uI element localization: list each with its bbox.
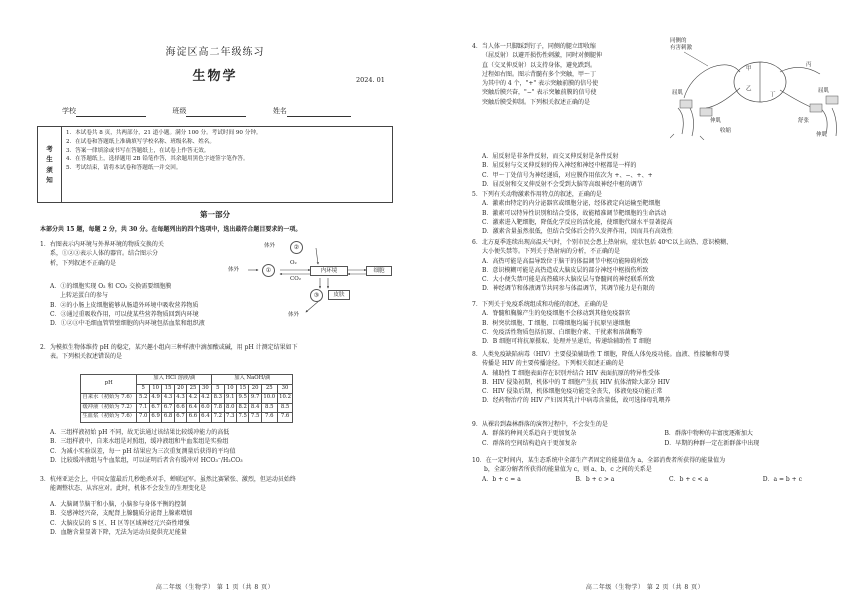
option-a: A．屈反射是非条件反射，而交叉伸反射是条件反射: [482, 153, 619, 160]
option-d: D．血糖含量显著下降，无法为运动员提供充足能量: [50, 528, 187, 536]
option-a: A．脊髓和胸腺产生的免疫细胞不会移动到其他免疫器官: [482, 310, 631, 318]
extensor-left-label: 伸肌: [710, 118, 722, 124]
question-1-options: A．①的细胞实现 O₂ 和 CO₂ 交换需要细胞膜 上转运蛋白的参与 B．②的小肠上皮细胞能够从肠道外环境中吸收营养物质 C．③通过重吸收作用，可以使某些营养物质回到内环境 D．①②③中毛细血管管壁细胞的内环境包括血浆和组织液: [50, 282, 410, 328]
flexor-right-label: 屈肌: [818, 88, 830, 94]
stimulus-label-2: 有害刺激: [670, 45, 693, 51]
option-b: B．三组样液中，自来水组是对照组，缓冲液组和牛血浆组是实验组: [50, 438, 229, 446]
exam-date: 2024. 01: [356, 76, 385, 84]
contract-label: 收缩: [720, 128, 732, 134]
outside-top-label: 体外: [264, 243, 276, 249]
option-b: B．树突状细胞、T 细胞、巨噬细胞均属于抗原呈递细胞: [482, 319, 631, 327]
name-blank: [287, 109, 351, 117]
option-a: A．激素由特定的内分泌器官或细胞分泌，经体液定向运输至靶细胞: [482, 200, 661, 208]
synapse-bing: 丙: [806, 62, 812, 68]
question-1-stem: 1．右图表示内环境与外界环境的物质交换的关 系，①②③表示人体的器官。结合图示分 析，下列叙述不正确的是: [40, 241, 164, 267]
class-blank: [186, 109, 246, 117]
synapse-ding: 丁: [770, 92, 776, 98]
option-b: B．群落中物种的丰富度逐渐加大: [664, 430, 753, 438]
hcl-header: 加入 HCl 溶液/滴: [137, 375, 212, 385]
skin-node: 皮肤: [328, 290, 350, 300]
question-4-options: [482, 152, 842, 189]
ph-results-table: [80, 374, 293, 423]
question-3-options: [50, 500, 410, 537]
option-b: B．屈反射与交叉伸反射的传入神经和神经中枢都是一样的: [482, 162, 637, 170]
question-5: [472, 190, 842, 236]
ph-header: pH: [81, 375, 137, 394]
organ-2-node: ②: [290, 241, 303, 254]
q4-reflex-figure: [670, 38, 846, 140]
notice-item: 2．在试卷和答题纸上准确填写学校名称、班级名称、姓名。: [66, 138, 215, 145]
question-7-stem: 7．下列关于免疫系统组成和功能的叙述，正确的是: [472, 301, 608, 308]
notice-label: 考 生 须 知: [38, 127, 62, 202]
diagram-arrows: [228, 240, 408, 330]
option-d: D．①②③中毛细血管管壁细胞的内环境包括血浆和组织液: [50, 320, 205, 328]
option-c: C．免疫活性物质包括抗原、白细胞介素、干扰素和溶菌酶等: [482, 328, 643, 336]
question-5-stem: 5．下列有关动物激素作用特点的叙述，正确的是: [472, 191, 602, 198]
question-9-stem: 9．从裸岩到森林群落的演替过程中，不会发生的是: [472, 421, 608, 428]
question-7: [472, 300, 842, 346]
question-6: 6．北方夏季连续出现高温天气时，个别市民会患上热射病，症状包括 40℃以上高热、意识模糊、 大小便失禁等。下列关于热射病的分析，不正确的是 A．高热可能是高温导致位于脑干的体温调节中枢功能障碍所致 B．意识模糊可能是高热造成大脑皮层的部分神经中枢损伤所致 C．大小便失禁可能是高热破坏大脑皮层与脊髓间的神经联系所致 D．神经调节和体液调节共同参与体温调节，其调节能力是有限的: [472, 238, 847, 294]
question-10: 10．在一定时间内，某生态系统中全部生产者固定的能量值为 a，全部消费者所获得的能量值为 b，全部分解者所获得的能量值为 c，则 a、b、c 之间的关系是 A．b + c = a B．b + c > a C．b + c < a D．a = b + c: [472, 457, 802, 483]
question-8: 8．人类免疫缺陷病毒（HIV）主要侵染辅助性 T 细胞，降低人体免疫功能。血液、性接触和母婴 传播是 HIV 的主要传播途径。下列相关叙述正确的是 A．辅助性 T 细胞表面存在识别并结合 HIV 表面抗原的特异性受体 B．HIV 侵染初期，机体中的 T 细胞产生抗 HIV 抗体清除大部分 HIV C．HIV 侵染后期，机体细胞免疫功能完全丧失，体液免疫功能正常 D．经药物治疗的 HIV 产妇因其乳汁中病毒含量低，故可选择母乳喂养: [472, 350, 847, 406]
q1-exchange-diagram: [228, 240, 408, 330]
option-a: A．大脑调节脑干和小脑，小脑参与身体平衡的控制: [50, 501, 187, 508]
outside-bottom-label: 体外: [288, 312, 300, 318]
page-footer: 高二年级（生物学） 第 2 页（共 8 页）: [585, 584, 705, 591]
stimulus-label-1: 同侧的: [670, 38, 687, 44]
option-d: D．a = b + c: [762, 475, 802, 483]
relax-label: 舒张: [798, 118, 810, 124]
page-footer: 高二年级（生物学） 第 1 页（共 8 页）: [155, 584, 275, 591]
question-4-stem: 4．当人体一只脚踩到钉子，同侧的腿立即收缩 （屈反射）以避开损伤性刺激，同时对侧腿伸 直（交叉伸反射）以支持身体，避免跌到。 过程如右图。图示背髓有多个突触，甲～丁 为其中的 4 个，"+" 表示突触前膜的信号使 突触后膜兴奋，"−" 表示突触前膜的信号使 突触后膜受抑制。下列相关叙述正确的是: [472, 43, 603, 106]
outside-left-label: 体外: [228, 267, 240, 273]
synapse-jia: 甲: [746, 66, 752, 72]
option-c: C．HIV 侵染后期，机体细胞免疫功能完全丧失，体液免疫功能正常: [482, 388, 663, 396]
question-9: [472, 420, 847, 448]
flexor-left-label: 屈肌: [672, 90, 684, 96]
cell-node: 细胞: [366, 266, 392, 276]
table-row: 自来水（初始为 7.6） 5.2 4.9 4.3 4.3 4.2 4.2 8.3 9.1 9.5 9.7 10.0 10.2: [81, 394, 293, 404]
co2-label: CO₂: [290, 276, 301, 282]
notice-items: [62, 127, 266, 202]
name-label: 姓名: [272, 107, 287, 115]
student-info-line: [62, 107, 392, 117]
option-c: C．大小便失禁可能是高热破坏大脑皮层与脊髓间的神经联系所致: [482, 276, 655, 284]
option-d: D．神经调节和体液调节共同参与体温调节，其调节能力是有限的: [482, 285, 655, 293]
option-c: C．激素进入靶细胞，降低化学反应的活化能，使细胞代谢水平显著提高: [482, 218, 673, 226]
right-page: [430, 0, 860, 604]
option-c: C．③通过重吸收作用，可以使某些营养物质回到内环境: [50, 310, 199, 318]
option-d: D．屈反射和交叉伸反射不会受到大脑等高级神经中枢的调节: [482, 180, 643, 188]
option-c: C．为减小实验误差，每一 pH 结果应为三次重复测量后获得的平均值: [50, 447, 236, 455]
extensor-right-label: 伸肌: [816, 132, 828, 138]
option-b: B．②的小肠上皮细胞能够从肠道外环境中吸收营养物质: [50, 301, 199, 309]
option-d: D．比较缓冲液组与牛血浆组，可以证明后者含有缓冲对 HCO₃⁻/H₂CO₃: [50, 456, 243, 464]
question-2-options: [50, 428, 410, 465]
option-a: A．①的细胞实现 O₂ 和 CO₂ 交换需要细胞膜: [50, 283, 172, 290]
option-a: A．三组样液初始 pH 不同，故无法通过该结果比较缓冲能力的高低: [50, 429, 230, 436]
organ-3-node: ③: [310, 289, 323, 302]
option-c: C．b + c < a: [668, 475, 709, 483]
part-instruction: 本部分共 15 题，每题 2 分，共 30 分。在每题列出的四个选项中，选出最符合题目要求的一项。: [40, 226, 302, 233]
option-b: B．激素可以特异性识别和结合受体，故能精准调节靶细胞的生命活动: [482, 209, 667, 217]
option-a: A．辅助性 T 细胞表面存在识别并结合 HIV 表面抗原的特异性受体: [482, 369, 660, 377]
option-d: D．早期的种群一定在新群落中出现: [664, 439, 760, 447]
school-blank: [76, 109, 146, 117]
option-b: B．交感神经兴奋，支配肾上腺髓质分泌肾上腺素增加: [50, 510, 193, 518]
exam-notice-box: [37, 126, 393, 203]
option-d: D．激素含量虽然很低，但结合受体后会持久发挥作用，因而具有高效性: [482, 228, 673, 236]
school-label: 学校: [62, 107, 76, 115]
table-row: 生血浆（初始为 7.6） 7.0 6.9 6.8 6.7 6.6 6.4 7.2 7.3 7.5 7.5 7.6 7.6: [81, 413, 293, 423]
option-b: B．b + c > a: [575, 475, 615, 483]
class-label: 班级: [172, 107, 187, 115]
notice-item: 1．本试卷共 8 页，共两部分，21 道小题。满分 100 分。考试时间 90 分钟。: [66, 130, 262, 136]
option-a: A．b + c = a: [482, 475, 521, 483]
notice-item: 4．在答题纸上，选择题用 2B 铅笔作答，其余题用黑色字迹签字笔作答。: [66, 156, 249, 163]
drops-row: 5 10 15 20 25 30 5 10 15 20 25 30: [81, 384, 293, 394]
exam-title: 海淀区高二年级练习: [165, 47, 265, 58]
synapse-yi: 乙: [746, 86, 752, 92]
option-a: A．高热可能是高温导致位于脑干的体温调节中枢功能障碍所致: [482, 257, 649, 265]
option-c: C．大脑皮层的 S 区、H 区等区域神经元兴奋性增强: [50, 519, 190, 527]
part-title: 第一部分: [200, 210, 230, 219]
internal-environment-node: 内环境: [310, 266, 348, 276]
question-3-stem: 3．杭州亚运会上，中国女篮最后几秒绝杀对手，蝉联冠军。虽然比赛紧张、激烈，但运动员始终 能调整状态、从容应对。此时，机体不会发生的生理变化是: [40, 476, 296, 493]
option-d: D．B 细胞可将抗原摄取、处理并呈递后，传递给辅助性 T 细胞: [482, 338, 651, 346]
notice-item: 3．答案一律填涂或书写在答题纸上，在试卷上作答无效。: [66, 147, 210, 154]
organ-1-node: ①: [262, 264, 275, 277]
table-row: 缓冲液（初始为 7.2） 7.1 6.7 6.7 6.6 6.4 6.0 7.8 8.0 8.2 8.4 8.5 8.5: [81, 403, 293, 413]
option-c: C．甲～丁处信号为神经递质，对应膜作用依次为 +、−、+、+: [482, 171, 653, 179]
o2-label: O₂: [290, 260, 297, 266]
option-a: A．群落的种间关系趋向于更加复杂: [482, 430, 577, 438]
option-c: C．群落的空间结构趋向于更加复杂: [482, 439, 577, 447]
option-b: B．意识模糊可能是高热造成大脑皮层的部分神经中枢损伤所致: [482, 266, 649, 274]
subject-title: 生物学: [192, 69, 238, 84]
notice-item: 5．考试结束，请将本试卷和答题纸一并交回。: [66, 165, 182, 172]
option-b: B．HIV 侵染初期，机体中的 T 细胞产生抗 HIV 抗体清除大部分 HIV: [482, 378, 670, 386]
question-2-stem: 2．为模拟生物体维持 pH 的稳定，某兴趣小组向三种样液中滴加酸或碱，用 pH 计测定结果如下 表。下列相关叙述错误的是: [40, 344, 298, 361]
naoh-header: 加入 NaOH/滴: [212, 375, 293, 385]
option-d: D．经药物治疗的 HIV 产妇因其乳汁中病毒含量低，故可选择母乳喂养: [482, 397, 671, 405]
